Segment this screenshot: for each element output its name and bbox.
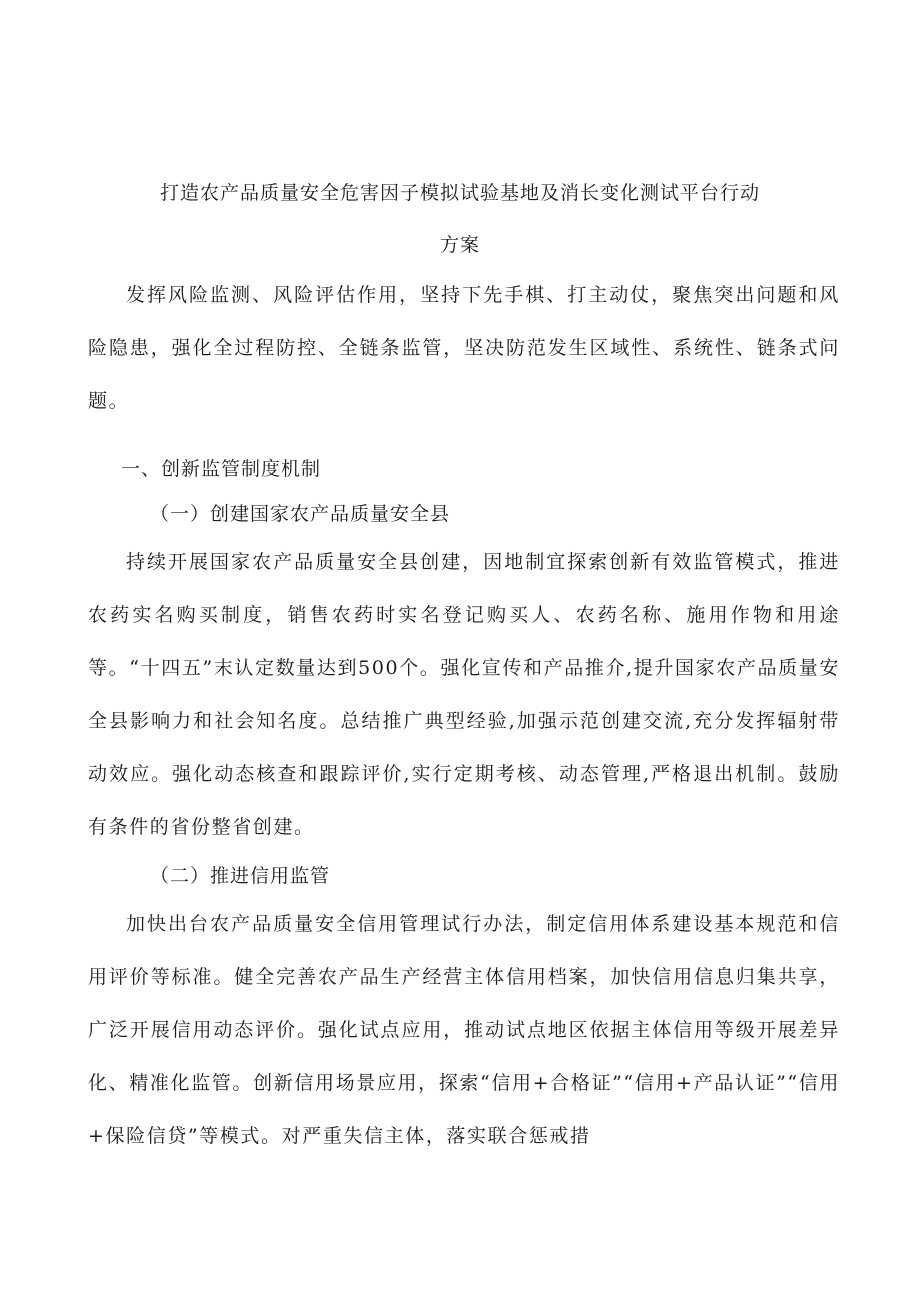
subsection-paragraph-2: 加快出台农产品质量安全信用管理试行办法，制定信用体系建设基本规范和信用评价等标准。健全完善农产品生产经营主体信用档案，加快信用信息归集共享，广泛开展信用动态评价。强化试点应用，推动试点地区依据主体信用等级开展差异化、精准化监管。创新信用场景应用，探索“信用+合格证”“信用+产品认证”“信用+保险信贷”等模式。对严重失信主体，落实联合惩戒措 xyxy=(88,913,840,1147)
document-title-line2: 方案 xyxy=(439,234,480,256)
intro-paragraph: 发挥风险监测、风险评估作用，坚持下先手棋、打主动仗，聚焦突出问题和风险隐患，强化全过程防控、全链条监管，坚决防范发生区域性、系统性、链条式问题。 xyxy=(88,284,840,412)
subsection-heading-1: （一）创建国家农产品质量安全县 xyxy=(150,503,451,525)
subsection-heading-2: （二）推进信用监管 xyxy=(150,865,331,887)
subsection-paragraph-1: 持续开展国家农产品质量安全县创建，因地制宜探索创新有效监管模式，推进农药实名购买制度，销售农药时实名登记购买人、农药名称、施用作物和用途等。“十四五”末认定数量达到500个。强化宣传和产品推介,提升国家农产品质量安全县影响力和社会知名度。总结推广典型经验,加强示范创建交流,充分发挥辐射带动效应。强化动态核查和跟踪评价,实行定期考核、动态管理,严格退出机制。鼓励有条件的省份整省创建。 xyxy=(88,551,840,838)
document-title-line1: 打造农产品质量安全危害因子模拟试验基地及消长变化测试平台行动 xyxy=(159,182,760,204)
section-heading: 一、创新监管制度机制 xyxy=(121,458,322,480)
